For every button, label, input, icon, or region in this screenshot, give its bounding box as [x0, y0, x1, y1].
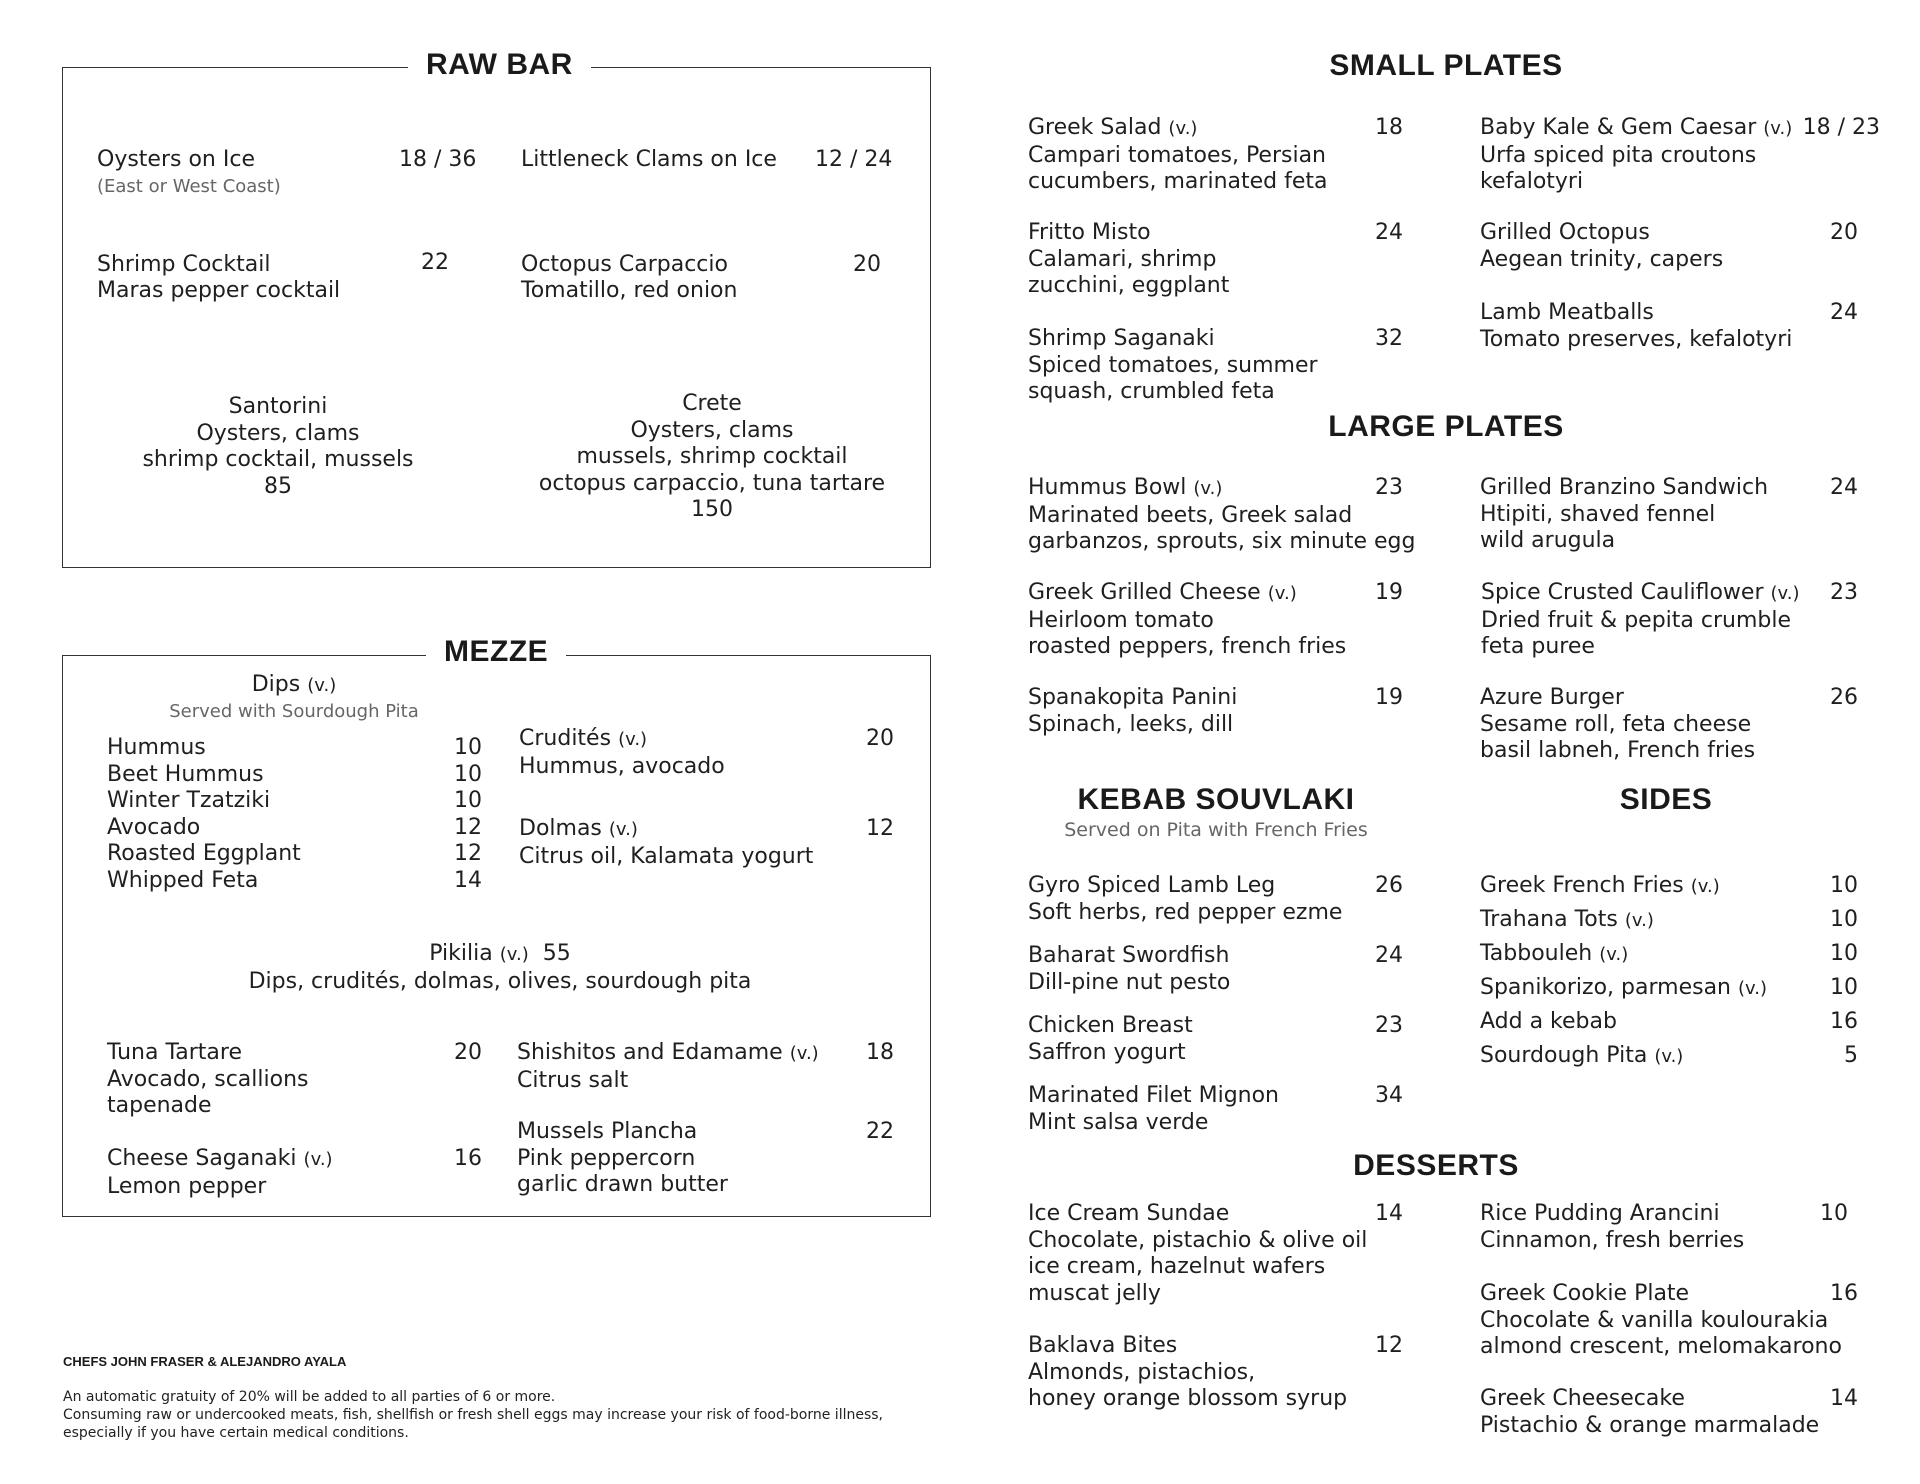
dip-name: Avocado — [107, 814, 201, 840]
list-item — [107, 788, 482, 815]
mussels-item — [517, 1119, 894, 1199]
menu-item-desc: squash, crumbled feta — [1028, 379, 1275, 404]
list-item — [1480, 1043, 1858, 1077]
veg-marker: (v.) — [1193, 478, 1223, 499]
menu-item-name: Greek Cheesecake — [1480, 1386, 1685, 1411]
menu-item-price: 20 — [853, 252, 881, 277]
dolmas-item — [519, 816, 894, 870]
menu-item-price: 23 — [1375, 1013, 1403, 1038]
menu-item-name: Lamb Meatballs — [1480, 300, 1654, 325]
footer-line: An automatic gratuity of 20% will be added to all parties of 6 or more. — [63, 1389, 556, 1405]
tower-price: 150 — [691, 497, 733, 522]
list-item — [107, 735, 482, 762]
menu-item-desc: Aegean trinity, capers — [1480, 246, 1724, 272]
tower-line: mussels, shrimp cocktail — [576, 444, 848, 469]
menu-item-price: 26 — [1375, 873, 1403, 898]
tower-name: Crete — [682, 391, 742, 416]
kebab-item — [1028, 873, 1403, 926]
side-name: Sourdough Pita — [1480, 1043, 1648, 1068]
menu-item-price: 20 — [1830, 220, 1858, 245]
veg-marker: (v.) — [1738, 978, 1768, 999]
menu-item-desc: almond crescent, melomakarono — [1480, 1334, 1842, 1359]
veg-marker: (v.) — [608, 819, 638, 840]
menu-item-price: 20 — [866, 726, 894, 751]
menu-item-price: 34 — [1375, 1083, 1403, 1108]
tower-crete — [527, 391, 897, 524]
menu-item-desc: muscat jelly — [1028, 1280, 1161, 1306]
menu-item-note: (East or West Coast) — [97, 176, 281, 197]
menu-item-price: 22 — [866, 1119, 894, 1144]
menu-item-name: Spice Crusted Cauliflower — [1481, 580, 1764, 605]
chefs-credit: CHEFS JOHN FRASER & ALEJANDRO AYALA — [63, 1354, 347, 1369]
veg-marker: (v.) — [1770, 583, 1800, 604]
menu-item-name: Grilled Branzino Sandwich — [1480, 475, 1769, 500]
tower-line: Oysters, clams — [196, 420, 360, 446]
menu-item-desc: feta puree — [1481, 634, 1595, 659]
tower-name: Santorini — [228, 394, 328, 419]
veg-marker: (v.) — [307, 675, 337, 696]
veg-marker: (v.) — [1654, 1046, 1684, 1067]
menu-item-desc: Dried fruit & pepita crumble — [1481, 607, 1792, 633]
veg-marker: (v.) — [618, 729, 648, 750]
menu-item-price: 10 — [1820, 1201, 1848, 1226]
menu-item-desc: Heirloom tomato — [1028, 607, 1214, 633]
list-item — [1480, 873, 1858, 907]
side-price: 16 — [1830, 1009, 1858, 1034]
menu-item-price: 19 — [1375, 580, 1403, 605]
side-price: 10 — [1830, 907, 1858, 932]
menu-item-name: Cheese Saganaki — [107, 1146, 297, 1171]
shrimp-saganaki-item — [1028, 326, 1403, 406]
menu-item-name: Chicken Breast — [1028, 1013, 1193, 1038]
dip-name: Winter Tzatziki — [107, 788, 271, 813]
menu-item-desc: Marinated beets, Greek salad — [1028, 502, 1353, 528]
veg-marker: (v.) — [1624, 910, 1654, 931]
desserts-heading: DESSERTS — [1353, 1149, 1519, 1182]
tower-line: Oysters, clams — [630, 417, 794, 443]
veg-marker: (v.) — [1267, 583, 1297, 604]
menu-item-desc: Mint salsa verde — [1028, 1109, 1209, 1135]
list-item — [107, 762, 482, 789]
side-name: Spanikorizo, parmesan — [1480, 975, 1731, 1000]
menu-item-desc: Dill-pine nut pesto — [1028, 969, 1231, 995]
menu-item-name: Shrimp Cocktail — [97, 252, 271, 277]
dips-note: Served with Sourdough Pita — [169, 701, 419, 722]
small-plates-heading: SMALL PLATES — [1329, 49, 1563, 82]
pikilia-item — [100, 941, 900, 995]
greek-grilled-cheese-item — [1028, 580, 1403, 661]
menu-item-desc: Htipiti, shaved fennel — [1480, 501, 1716, 527]
dip-name: Roasted Eggplant — [107, 841, 301, 866]
menu-item-price: 16 — [1830, 1281, 1858, 1306]
menu-item-desc: Citrus salt — [517, 1067, 629, 1093]
veg-marker: (v.) — [499, 944, 529, 965]
menu-item-name: Baby Kale & Gem Caesar — [1480, 115, 1757, 140]
dip-price: 12 — [454, 814, 482, 840]
side-price: 10 — [1830, 975, 1858, 1000]
raw-bar-heading: RAW BAR — [408, 48, 591, 82]
dip-name: Whipped Feta — [107, 867, 259, 893]
menu-item-name: Baklava Bites — [1028, 1333, 1178, 1358]
side-name: Add a kebab — [1480, 1009, 1617, 1034]
menu-item-name: Littleneck Clams on Ice — [521, 147, 777, 172]
baklava-item — [1028, 1333, 1403, 1413]
menu-item-price: 24 — [1375, 943, 1403, 968]
menu-item-desc: basil labneh, French fries — [1480, 738, 1756, 763]
list-item — [107, 841, 482, 868]
menu-item-desc: roasted peppers, french fries — [1028, 634, 1347, 659]
menu-item-price: 12 / 24 — [815, 147, 893, 172]
menu-item-price: 23 — [1375, 475, 1403, 500]
list-item — [107, 815, 482, 842]
menu-item-name: Greek Grilled Cheese — [1028, 580, 1261, 605]
arancini-item — [1480, 1201, 1848, 1254]
tuna-item — [107, 1040, 482, 1120]
menu-item-name: Hummus Bowl — [1028, 475, 1187, 500]
menu-item-price: 14 — [1375, 1201, 1403, 1226]
dip-price: 12 — [454, 841, 482, 866]
sides-heading: SIDES — [1619, 783, 1713, 816]
list-item — [1480, 907, 1858, 941]
menu-item-name: Azure Burger — [1480, 685, 1624, 710]
menu-item-desc: honey orange blossom syrup — [1028, 1386, 1348, 1411]
cookie-plate-item — [1480, 1281, 1858, 1361]
menu-item-desc: ice cream, hazelnut wafers — [1028, 1254, 1326, 1279]
menu-item-desc: garbanzos, sprouts, six minute egg — [1028, 529, 1416, 554]
menu-item-name: Tuna Tartare — [107, 1040, 242, 1065]
dip-name: Hummus — [107, 735, 206, 760]
menu-item-price: 19 — [1375, 685, 1403, 710]
shishitos-item — [517, 1040, 894, 1094]
menu-item-desc: Dips, crudités, dolmas, olives, sourdough pita — [248, 968, 752, 994]
dip-price: 10 — [454, 788, 482, 813]
menu-item-desc: Urfa spiced pita croutons — [1480, 142, 1757, 168]
menu-item-desc: Avocado, scallions — [107, 1066, 309, 1092]
menu-item-price: 14 — [1830, 1386, 1858, 1411]
kebab-item — [1028, 943, 1403, 996]
veg-marker: (v.) — [1690, 876, 1720, 897]
fritto-misto-item — [1028, 220, 1403, 300]
menu-item-desc: tapenade — [107, 1093, 212, 1118]
dip-price: 10 — [454, 735, 482, 760]
menu-item-desc: Chocolate & vanilla koulourakia — [1480, 1307, 1829, 1333]
azure-burger-item — [1480, 685, 1858, 765]
menu-item-price: 18 — [866, 1040, 894, 1065]
menu-item-name: Baharat Swordfish — [1028, 943, 1230, 968]
side-price: 10 — [1830, 873, 1858, 898]
veg-marker: (v.) — [303, 1149, 333, 1170]
side-name: Tabbouleh — [1480, 941, 1593, 966]
menu-item-price: 32 — [1375, 326, 1403, 351]
menu-item-desc: Hummus, avocado — [519, 753, 725, 779]
greek-salad-item — [1028, 115, 1403, 196]
list-item — [1480, 941, 1858, 975]
caesar-item — [1480, 115, 1880, 196]
menu-item-desc: Pistachio & orange marmalade — [1480, 1412, 1820, 1438]
menu-item-name: Pikilia — [429, 941, 493, 966]
tower-line: shrimp cocktail, mussels — [142, 447, 414, 472]
cauliflower-item — [1481, 580, 1858, 661]
menu-item-price: 12 — [1375, 1333, 1403, 1358]
dip-price: 14 — [454, 867, 482, 893]
veg-marker: (v.) — [789, 1043, 819, 1064]
tower-price: 85 — [264, 473, 292, 499]
menu-item-name: Grilled Octopus — [1480, 220, 1650, 245]
veg-marker: (v.) — [1599, 944, 1629, 965]
lamb-meatballs-item — [1480, 300, 1858, 353]
menu-item-price: 18 / 36 — [399, 147, 477, 172]
dips-title — [194, 672, 394, 700]
menu-item-name: Spanakopita Panini — [1028, 685, 1238, 710]
side-price: 5 — [1844, 1043, 1858, 1068]
sides-list — [1480, 873, 1858, 1077]
footer-notes — [63, 1388, 883, 1442]
kebab-note: Served on Pita with French Fries — [1064, 819, 1368, 841]
menu-item-name: Greek Salad — [1028, 115, 1162, 140]
veg-marker: (v.) — [1168, 118, 1198, 139]
menu-item-price: 24 — [1830, 475, 1858, 500]
menu-item-name: Dolmas — [519, 816, 602, 841]
kebab-item — [1028, 1013, 1403, 1066]
cheese-saganaki-item — [107, 1146, 482, 1200]
menu-item-desc: Spiced tomatoes, summer — [1028, 352, 1318, 378]
menu-item-price: 20 — [454, 1040, 482, 1065]
menu-item-name: Gyro Spiced Lamb Leg — [1028, 873, 1276, 898]
menu-item-desc: Cinnamon, fresh berries — [1480, 1227, 1745, 1253]
hummus-bowl-item — [1028, 475, 1416, 556]
menu-item-desc: Pink peppercorn — [517, 1145, 696, 1171]
side-name: Greek French Fries — [1480, 873, 1684, 898]
dip-price: 10 — [454, 761, 482, 787]
list-item — [1480, 975, 1858, 1009]
menu-item-name: Ice Cream Sundae — [1028, 1201, 1230, 1226]
menu-item-desc: zucchini, eggplant — [1028, 273, 1230, 298]
tower-santorini — [128, 394, 428, 500]
kebab-heading: KEBAB SOUVLAKI — [1077, 783, 1355, 816]
menu-item-name: Rice Pudding Arancini — [1480, 1201, 1720, 1226]
tower-line: octopus carpaccio, tuna tartare — [538, 470, 886, 496]
side-name: Trahana Tots — [1480, 907, 1618, 932]
menu-item-desc: Spinach, leeks, dill — [1028, 711, 1234, 737]
menu-item-name: Marinated Filet Mignon — [1028, 1083, 1280, 1108]
menu-item-price: 55 — [542, 941, 571, 966]
menu-item-desc: Calamari, shrimp — [1028, 246, 1217, 272]
veg-marker: (v.) — [1763, 118, 1793, 139]
menu-item-price: 18 / 23 — [1802, 115, 1880, 140]
menu-item-name: Shishitos and Edamame — [517, 1040, 783, 1065]
menu-item-desc: Sesame roll, feta cheese — [1480, 711, 1752, 737]
menu-item-price: 26 — [1830, 685, 1858, 710]
menu-item-name: Octopus Carpaccio — [521, 252, 728, 277]
menu-item-desc: Lemon pepper — [107, 1173, 267, 1199]
menu-item-desc: Tomato preserves, kefalotyri — [1480, 326, 1793, 352]
dip-name: Beet Hummus — [107, 761, 264, 787]
menu-item-price: 12 — [866, 816, 894, 841]
menu-item-desc: garlic drawn butter — [517, 1172, 728, 1197]
menu-item-desc: cucumbers, marinated feta — [1028, 169, 1328, 194]
menu-item-name: Crudités — [519, 726, 612, 751]
menu-item-name: Mussels Plancha — [517, 1119, 698, 1144]
footer-line: Consuming raw or undercooked meats, fish, shellfish or fresh shell eggs may increase your risk of food-borne illness, — [63, 1407, 883, 1423]
large-plates-heading: LARGE PLATES — [1328, 410, 1564, 443]
menu-item-desc: Maras pepper cocktail — [97, 278, 341, 303]
menu-item-desc: Chocolate, pistachio & olive oil — [1028, 1227, 1368, 1253]
list-item — [107, 868, 482, 895]
menu-item-name: Greek Cookie Plate — [1480, 1281, 1690, 1306]
menu-item-desc: Citrus oil, Kalamata yogurt — [519, 843, 814, 869]
dips-list — [107, 735, 482, 894]
cheesecake-item — [1480, 1386, 1858, 1439]
menu-item-price: 23 — [1830, 580, 1858, 605]
menu-item-desc: Almonds, pistachios, — [1028, 1359, 1256, 1385]
mezze-heading: MEZZE — [426, 635, 566, 669]
menu-item-price: 24 — [1375, 220, 1403, 245]
menu-item-price: 22 — [421, 250, 449, 275]
menu-item-desc: kefalotyri — [1480, 169, 1584, 194]
side-price: 10 — [1830, 941, 1858, 966]
spanakopita-panini-item — [1028, 685, 1403, 738]
menu-item-name: Fritto Misto — [1028, 220, 1151, 245]
kebab-item — [1028, 1083, 1403, 1136]
sundae-item — [1028, 1201, 1403, 1307]
branzino-item — [1480, 475, 1858, 555]
menu-item-name: Oysters on Ice — [97, 147, 255, 172]
menu-item-desc: Campari tomatoes, Persian — [1028, 142, 1326, 168]
menu-item-name: Shrimp Saganaki — [1028, 326, 1215, 351]
footer-line: especially if you have certain medical conditions. — [63, 1425, 409, 1441]
menu-item-desc: wild arugula — [1480, 528, 1616, 553]
menu-item-desc: Tomatillo, red onion — [521, 278, 738, 303]
menu-item-price: 24 — [1830, 300, 1858, 325]
menu-item-price: 16 — [454, 1146, 482, 1171]
dips-title-text: Dips — [251, 672, 301, 697]
crudites-item — [519, 726, 894, 780]
menu-item-desc: Soft herbs, red pepper ezme — [1028, 899, 1343, 925]
menu-item-desc: Saffron yogurt — [1028, 1039, 1186, 1065]
grilled-octopus-item — [1480, 220, 1858, 273]
menu-item-price: 18 — [1375, 115, 1403, 140]
list-item — [1480, 1009, 1858, 1043]
